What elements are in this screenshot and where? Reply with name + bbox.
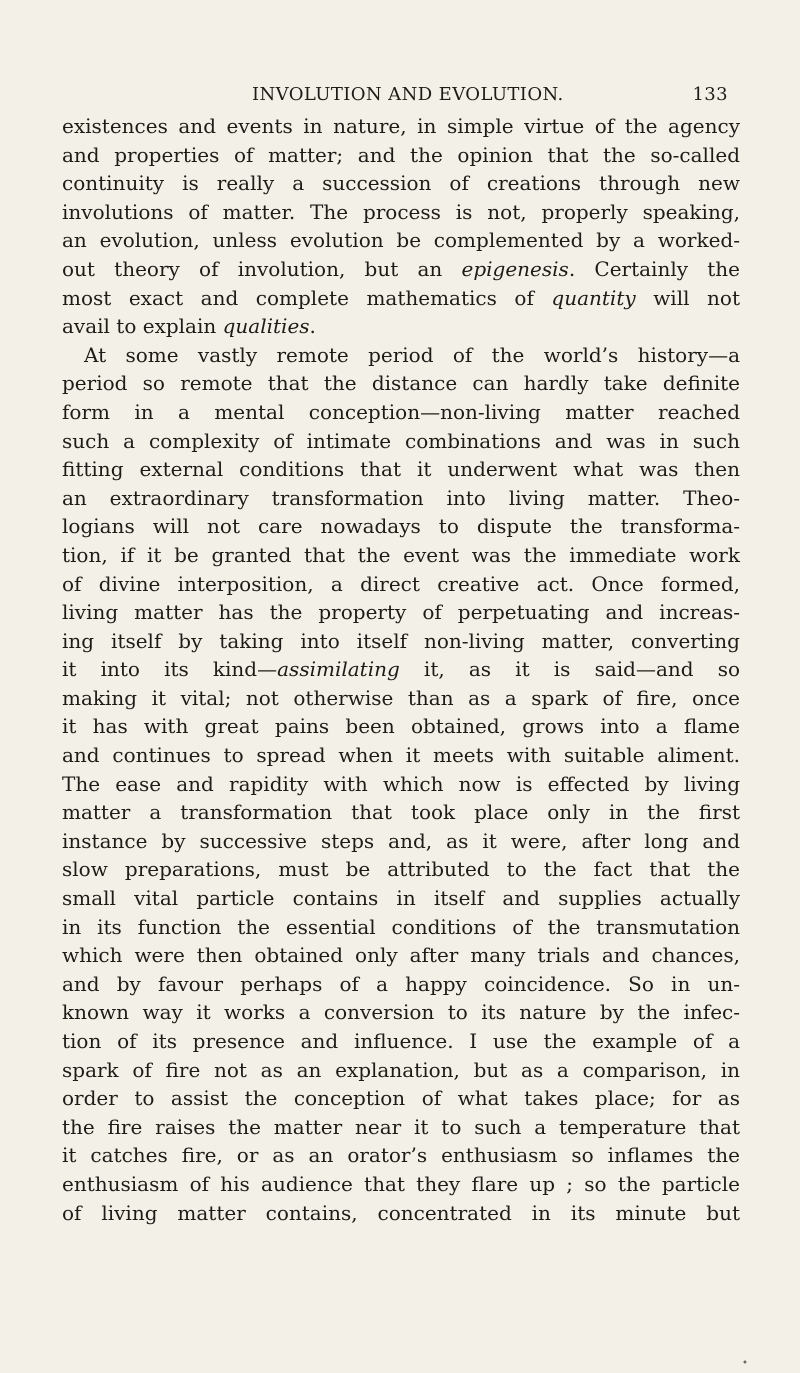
text-line: out theory of involution, but an epigenesis. Certainly the <box>62 256 740 281</box>
text-line: of living matter contains, concentrated in its minute but <box>62 1200 740 1225</box>
text-line: of divine interposition, a direct creative act. Once formed, <box>62 571 740 596</box>
page-number: 133 <box>692 84 728 105</box>
text-line: such a complexity of intimate combinations and was in such <box>62 428 740 453</box>
text-line: period so remote that the distance can hardly take definite <box>62 371 740 396</box>
body-text <box>62 112 740 1227</box>
text-line: matter a transformation that took place only in the first <box>62 800 740 825</box>
text-line: in its function the essential conditions of the transmutation <box>62 914 740 939</box>
text-line: most exact and complete mathematics of quantity will not <box>62 285 740 310</box>
text-line: form in a mental conception—non-living matter reached <box>62 399 740 424</box>
text-line: ing itself by taking into itself non-living matter, converting <box>62 628 740 653</box>
text-line: spark of fire not as an explanation, but as a comparison, in <box>62 1057 740 1082</box>
text-line: At some vastly remote period of the world’s history—a <box>84 342 740 367</box>
text-line: which were then obtained only after many trials and chances, <box>62 943 740 968</box>
text-line: slow preparations, must be attributed to the fact that the <box>62 857 740 882</box>
text-line: making it vital; not otherwise than as a spark of fire, once <box>62 685 740 710</box>
printer-mark-icon: • <box>742 1358 748 1369</box>
text-line: tion of its presence and influence. I use the example of a <box>62 1029 740 1053</box>
text-line: logians will not care nowadays to dispute the transforma- <box>62 514 740 539</box>
text-line: living matter has the property of perpetuating and increas- <box>62 600 740 625</box>
text-line: continuity is really a succession of creations through new <box>62 171 740 196</box>
text-line: avail to explain qualities. <box>62 314 316 339</box>
text-line: an extraordinary transformation into living matter. Theo- <box>62 485 740 510</box>
text-line: it into its kind—assimilating it, as it is said—and so <box>62 657 741 682</box>
text-line: involutions of matter. The process is not, properly speaking, <box>62 199 740 224</box>
text-line: tion, if it be granted that the event was the immediate work <box>62 542 740 567</box>
text-line: known way it works a conversion to its nature by the infec- <box>62 1000 740 1025</box>
text-line: fitting external conditions that it underwent what was then <box>62 457 740 482</box>
text-line: it catches fire, or as an orator’s enthusiasm so inflames the <box>62 1143 740 1168</box>
text-line: small vital particle contains in itself and supplies actually <box>62 886 740 911</box>
text-line: the fire raises the matter near it to such a temperature that <box>62 1114 740 1139</box>
text-line: order to assist the conception of what takes place; for as <box>62 1086 740 1111</box>
text-line: it has with great pains been obtained, grows into a flame <box>62 714 740 739</box>
text-line: an evolution, unless evolution be complemented by a worked- <box>62 228 740 253</box>
text-line: and by favour perhaps of a happy coincidence. So in un- <box>62 971 740 996</box>
text-line: existences and events in nature, in simple virtue of the agency <box>62 114 740 138</box>
text-line: instance by successive steps and, as it were, after long and <box>62 828 740 853</box>
text-line: and continues to spread when it meets with suitable aliment. <box>62 743 740 768</box>
running-head-title: INVOLUTION AND EVOLUTION. <box>252 84 564 105</box>
text-line: The ease and rapidity with which now is effected by living <box>62 771 740 796</box>
text-line: enthusiasm of his audience that they flare up ; so the particle <box>62 1171 740 1196</box>
text-line: and properties of matter; and the opinion that the so-called <box>62 142 740 167</box>
running-head <box>252 84 728 112</box>
